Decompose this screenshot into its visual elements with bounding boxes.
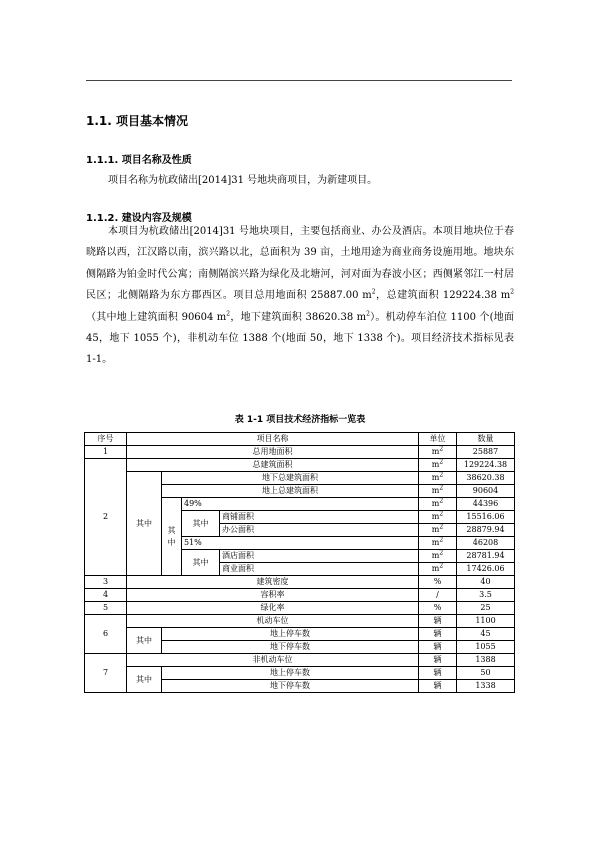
table-row: 其中 地下总建筑面积 $m^2$ 38620.38 <box>85 472 515 485</box>
table-row: 7 非机动车位 辆 1388 <box>85 654 515 667</box>
table-row: 其中 商铺面积 $m^2$ 15516.06 <box>85 511 515 524</box>
table-row: 地上总建筑面积 $m^2$ 90604 <box>85 485 515 498</box>
table-row: 1 总用地面积 $m^2$ 25887 <box>85 446 515 459</box>
header-rule <box>86 80 512 81</box>
table-row: 办公面积 $m^2$ 28879.94 <box>85 524 515 537</box>
table-row: 其中 酒店面积 $m^2$ 28781.94 <box>85 550 515 563</box>
table-header-row: 序号 项目名称 单位 数量 <box>85 433 515 446</box>
subsection-title-2: 1.1.2. 建设内容及规模 <box>86 213 192 224</box>
section-title: 1.1. 项目基本情况 <box>86 114 188 128</box>
table-row: 其中 地上停车数 辆 50 <box>85 667 515 680</box>
table-caption: 表 1-1 项目技术经济指标一览表 <box>234 415 366 425</box>
subsection-title-1: 1.1.1. 项目名称及性质 <box>86 155 192 166</box>
paragraph-2: 本项目为杭政储出[2014]31 号地块项目，主要包括商业、办公及酒店。本项目地块位于春晓路以西，江汉路以南，滨兴路以北，总面积为 39 亩，土地用途为商业商务设施用地。地块东侧隔路为铂金时代公寓；南侧隔滨兴路为绿化及北塘河，河对面为春波小区；西侧紧邻江一村居民区；北侧隔路为东方郡西区。项目总用地面积 25887.00 $m^2$，总建筑面积 129224.38 $m^2$（其中地上建筑面积 90604 $m^2$，地下建筑面积 38620.38 $m^2$）。机动停车泊位 1100 个(地面 45，地下 1055 个)，非机动车位 1388 个(地面 50，地下 1338 个)。项目经济技术指标见表 1-1。 <box>86 226 515 366</box>
table-row: 商业面积 $m^2$ 17426.06 <box>85 563 515 576</box>
paragraph-1: 项目名称为杭政储出[2014]31 号地块商项目，为新建项目。 <box>108 175 378 186</box>
table-row: 51% $m^2$ 46208 <box>85 537 515 550</box>
table-row: 其 中 49% $m^2$ 44396 <box>85 498 515 511</box>
table-row: 4 容积率 / 3.5 <box>85 589 515 602</box>
table-row: 6 机动车位 辆 1100 <box>85 615 515 628</box>
table-row: 3 建筑密度 % 40 <box>85 576 515 589</box>
table-row: 其中 地上停车数 辆 45 <box>85 628 515 641</box>
table-row: 地下停车数 辆 1055 <box>85 641 515 654</box>
table-row: 地下停车数 辆 1338 <box>85 680 515 693</box>
table-row: 5 绿化率 % 25 <box>85 602 515 615</box>
indicator-table <box>84 432 515 693</box>
table-row: 2 总建筑面积 $m^2$ 129224.38 <box>85 459 515 472</box>
